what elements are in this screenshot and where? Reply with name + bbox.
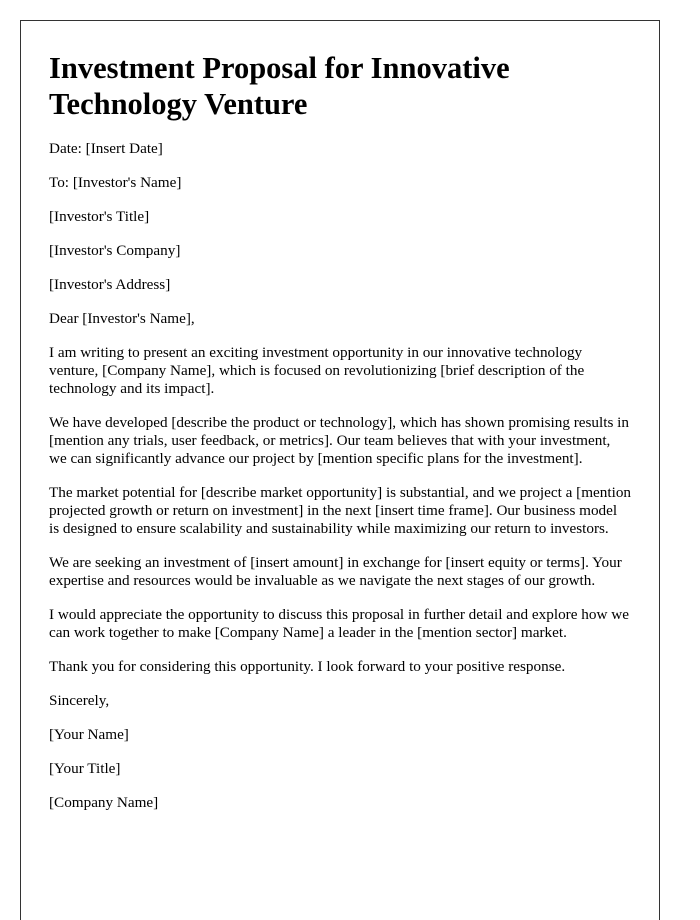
body-paragraph-product: We have developed [describe the product or technology], which has shown promising results in [mention any trials, user feedback, or metrics]. Our team believes that with your investment, we can significantly advance our project by [mention specific plans for the investment]. — [49, 414, 629, 467]
body-paragraph-intro: I am writing to present an exciting investment opportunity in our innovative technology venture, [Company Name], which is focused on revolutionizing [brief description of the technology and its impact]. — [49, 344, 585, 397]
recipient-company-line: [Investor's Company] — [49, 242, 181, 259]
salutation: Dear [Investor's Name], — [49, 310, 195, 327]
recipient-title-line: [Investor's Title] — [49, 208, 150, 225]
closing: Sincerely, — [49, 692, 110, 709]
body-paragraph-discussion: I would appreciate the opportunity to discuss this proposal in further detail and explore how we can work together to make [Company Name] a leader in the [mention sector] market. — [49, 606, 629, 641]
document-title: Investment Proposal for Innovative Technology Venture — [49, 51, 510, 121]
letter-page — [20, 20, 660, 920]
signature-company: [Company Name] — [49, 794, 159, 811]
recipient-name-line: To: [Investor's Name] — [49, 174, 182, 191]
recipient-address-line: [Investor's Address] — [49, 276, 171, 293]
body-paragraph-market: The market potential for [describe market opportunity] is substantial, and we project a [mention projected growth or return on investment] in the next [insert time frame]. Our business model is designed to ensure scalability and sustainability while maximizing our return to investors. — [49, 484, 632, 537]
body-paragraph-thanks: Thank you for considering this opportunity. I look forward to your positive response. — [49, 658, 566, 675]
body-paragraph-ask: We are seeking an investment of [insert amount] in exchange for [insert equity or terms]. Your expertise and resources would be invaluable as we navigate the next stages of our growth. — [49, 554, 622, 589]
date-line: Date: [Insert Date] — [49, 140, 163, 157]
signature-name: [Your Name] — [49, 726, 129, 743]
signature-title: [Your Title] — [49, 760, 121, 777]
